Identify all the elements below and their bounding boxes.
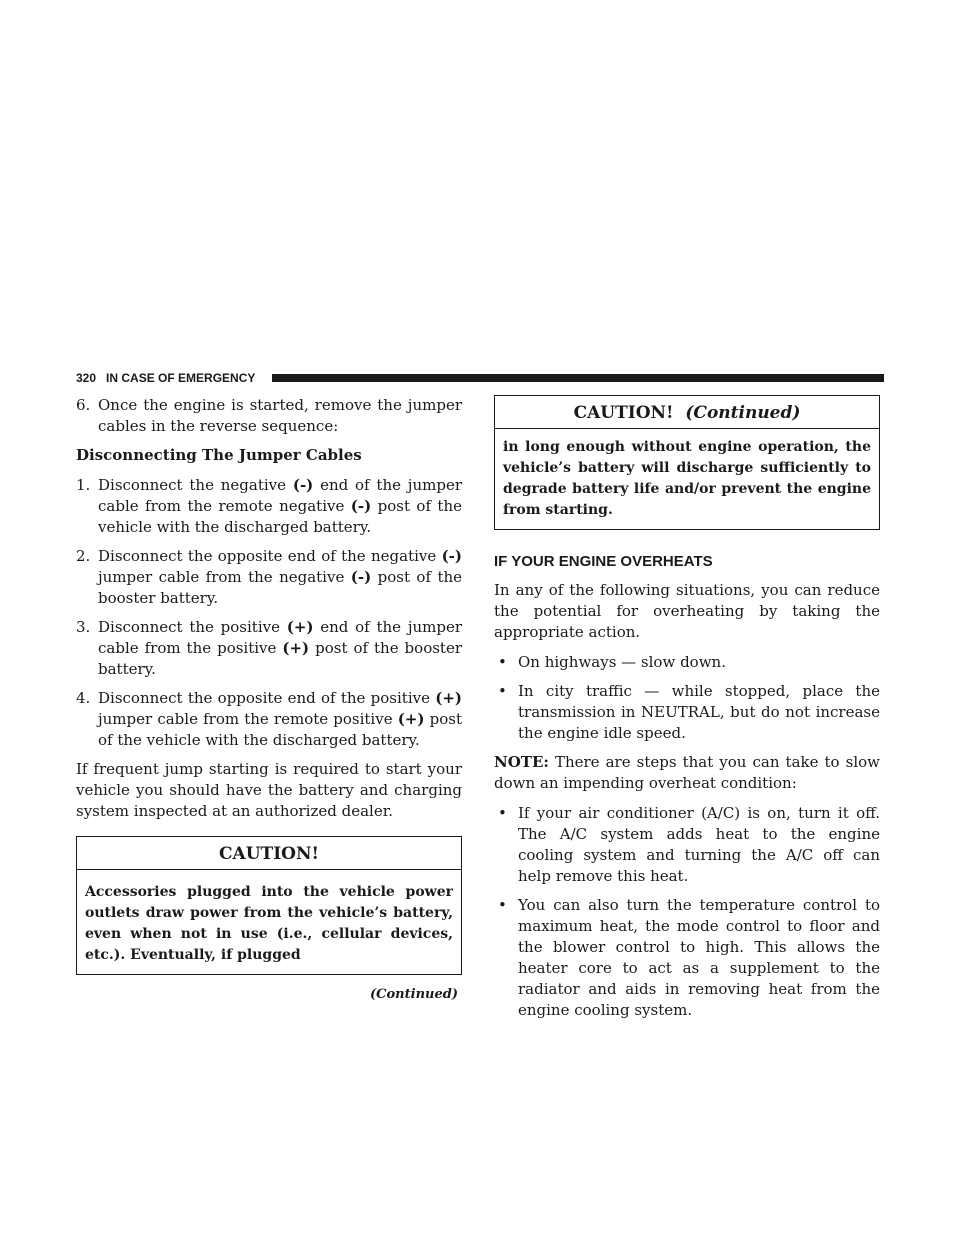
step-text: jumper cable from the negative	[98, 568, 351, 586]
step-text: post of the booster battery.	[98, 639, 462, 678]
list-item	[494, 895, 880, 1021]
right-column	[494, 395, 880, 1029]
step-number: 3.	[76, 618, 91, 636]
step-text: Disconnect the opposite end of the negative	[98, 547, 442, 565]
list-item	[494, 652, 880, 673]
step-text: Disconnect the opposite end of the positive	[98, 689, 436, 707]
step-number: 4.	[76, 689, 91, 707]
polarity-mark: (-)	[350, 568, 372, 586]
list-item-text: In city traffic — while stopped, place the transmission in NEUTRAL, but do not increase the engine idle speed.	[518, 682, 880, 742]
disconnect-step-1	[76, 475, 462, 538]
list-item-text: You can also turn the temperature control to maximum heat, the mode control to floor and the blower control to high. This allows the heater core to act as a supplement to the radiator and aids in removing heat from the engine cooling system.	[518, 896, 880, 1019]
note-label: NOTE:	[494, 753, 549, 771]
left-column	[76, 395, 462, 1002]
step-text: post of the booster battery.	[98, 568, 463, 607]
header-rule	[272, 374, 884, 382]
caution-title-text: CAUTION!	[573, 403, 674, 423]
polarity-mark: (+)	[397, 710, 425, 728]
caution-box-continued	[494, 395, 880, 530]
polarity-mark: (-)	[350, 497, 372, 515]
list-item-text: On highways — slow down.	[518, 653, 726, 671]
caution-body: Accessories plugged into the vehicle power outlets draw power from the vehicle’s battery, even when not in use (i.e., cellular devices, etc.). Eventually, if plugged	[85, 884, 453, 963]
step-text: jumper cable from the remote positive	[98, 710, 398, 728]
list-item-text: If your air conditioner (A/C) is on, turn it off. The A/C system adds heat to the engine cooling system and turning the A/C off can help remove this heat.	[518, 804, 880, 885]
continued-label: (Continued)	[370, 987, 458, 1002]
step-text: Disconnect the positive	[98, 618, 287, 636]
polarity-mark: (-)	[292, 476, 314, 494]
step-text: Disconnect the negative	[98, 476, 293, 494]
step-number: 6.	[76, 396, 91, 414]
note-paragraph	[494, 752, 880, 794]
step-text: post of the vehicle with the discharged battery.	[98, 497, 462, 536]
section-title: IN CASE OF EMERGENCY	[106, 371, 256, 385]
caution-body: in long enough without engine operation, the vehicle’s battery will discharge sufficiently to degrade battery life and/or prevent the engine from starting.	[503, 439, 871, 518]
caution-title	[495, 396, 879, 429]
header-text	[76, 371, 261, 385]
polarity-mark: (+)	[435, 689, 462, 707]
step-text: end of the jumper cable from the positive	[98, 618, 462, 657]
step-number: 2.	[76, 547, 91, 565]
section-heading: IF YOUR ENGINE OVERHEATS	[494, 553, 713, 570]
bullet-icon: •	[498, 682, 507, 700]
caution-continued-text: (Continued)	[685, 403, 801, 423]
caution-title: CAUTION!	[77, 837, 461, 870]
bullet-icon: •	[498, 653, 507, 671]
disconnect-step-2	[76, 546, 462, 609]
page-header	[76, 371, 884, 385]
step-6	[76, 395, 462, 437]
step-text: Once the engine is started, remove the jumper cables in the reverse sequence:	[98, 396, 462, 435]
intro-paragraph: In any of the following situations, you can reduce the potential for overheating by taking the appropriate action.	[494, 581, 880, 641]
note-text: There are steps that you can take to slow down an impending overheat condition:	[494, 753, 880, 792]
subheading: Disconnecting The Jumper Cables	[76, 446, 362, 464]
step-text: post of the vehicle with the discharged battery.	[98, 710, 462, 749]
polarity-mark: (-)	[441, 547, 462, 565]
disconnect-step-3	[76, 617, 462, 680]
caution-box	[76, 836, 462, 975]
list-item	[494, 681, 880, 744]
page-number: 320	[76, 371, 97, 385]
bullet-icon: •	[498, 804, 507, 822]
disconnect-step-4	[76, 688, 462, 751]
step-text: end of the jumper cable from the remote negative	[98, 476, 462, 515]
polarity-mark: (+)	[282, 639, 310, 657]
polarity-mark: (+)	[286, 618, 314, 636]
body-paragraph: If frequent jump starting is required to start your vehicle you should have the battery and charging system inspected at an authorized dealer.	[76, 760, 462, 820]
step-number: 1.	[76, 476, 91, 494]
bullet-icon: •	[498, 896, 507, 914]
list-item	[494, 803, 880, 887]
